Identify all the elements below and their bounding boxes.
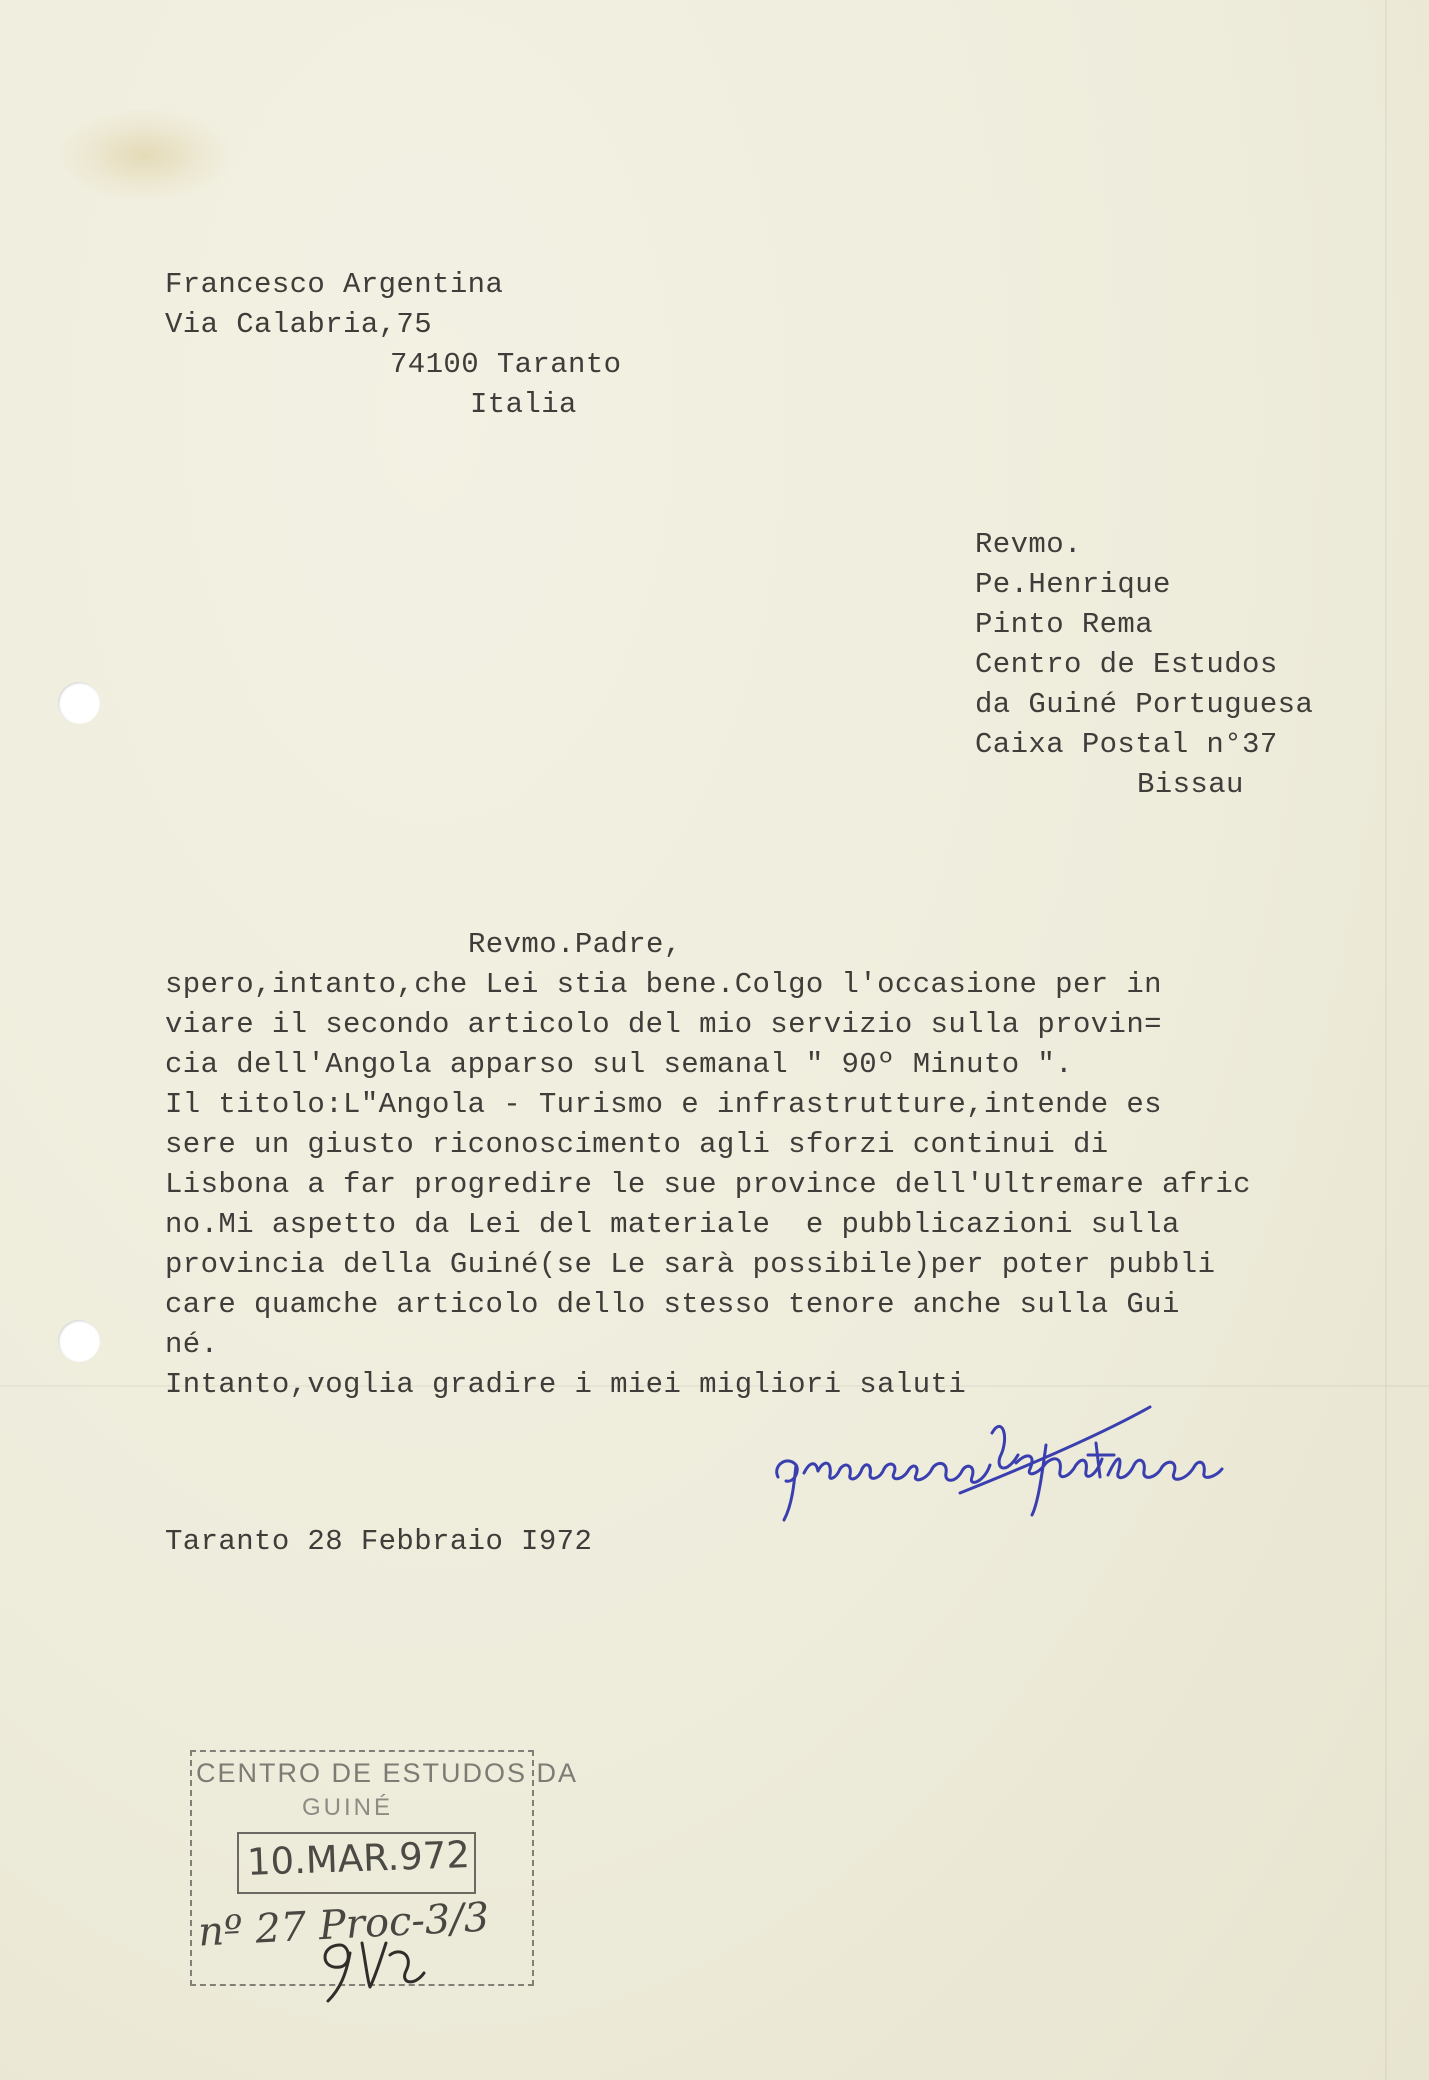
paper-stain (60, 110, 230, 200)
recipient-line: Pe.Henrique (975, 568, 1171, 601)
sender-country: Italia (470, 388, 577, 421)
body-line: care quamche articolo dello stesso tenore anche sulla Gui (165, 1288, 1180, 1321)
handwritten-initials (310, 1925, 440, 2005)
body-line: né. (165, 1328, 219, 1361)
date-line: Taranto 28 Febbraio I972 (165, 1525, 593, 1558)
recipient-line: Revmo. (975, 528, 1082, 561)
punch-hole-icon (58, 682, 100, 724)
paper-fold (1385, 0, 1387, 2080)
salutation: Revmo.Padre, (468, 928, 682, 961)
punch-hole-icon (58, 1320, 100, 1362)
body-line: Lisbona a far progredire le sue province dell'Ultremare afric (165, 1168, 1251, 1201)
body-line: Il titolo:L"Angola - Turismo e infrastrutture,intende es (165, 1088, 1162, 1121)
body-line: sere un giusto riconoscimento agli sforzi continui di (165, 1128, 1109, 1161)
sender-street: Via Calabria,75 (165, 308, 433, 341)
body-line: spero,intanto,che Lei stia bene.Colgo l'occasione per in (165, 968, 1162, 1001)
recipient-line: Bissau (1137, 768, 1244, 801)
body-line: Intanto,voglia gradire i miei migliori saluti (165, 1368, 967, 1401)
recipient-line: Caixa Postal n°37 (975, 728, 1278, 761)
recipient-line: Pinto Rema (975, 608, 1154, 641)
recipient-line: Centro de Estudos (975, 648, 1278, 681)
sender-city: 74100 Taranto (390, 348, 622, 381)
stamp-date: 10.MAR.972 (246, 1833, 471, 1884)
stamp-header: CENTRO DE ESTUDOS DA (196, 1758, 579, 1788)
stamp-subheader: GUINÉ (302, 1794, 394, 1821)
body-line: cia dell'Angola apparso sul semanal " 90º Minuto ". (165, 1048, 1073, 1081)
handwritten-signature (770, 1385, 1370, 1525)
body-line: no.Mi aspetto da Lei del materiale e pubblicazioni sulla (165, 1208, 1180, 1241)
body-line: viare il secondo articolo del mio servizio sulla provin= (165, 1008, 1162, 1041)
recipient-line: da Guiné Portuguesa (975, 688, 1314, 721)
body-line: provincia della Guiné(se Le sarà possibile)per poter pubbli (165, 1248, 1216, 1281)
sender-name: Francesco Argentina (165, 268, 504, 301)
stamp-reference: nº 27 Proc-3/3 (196, 1894, 491, 1956)
